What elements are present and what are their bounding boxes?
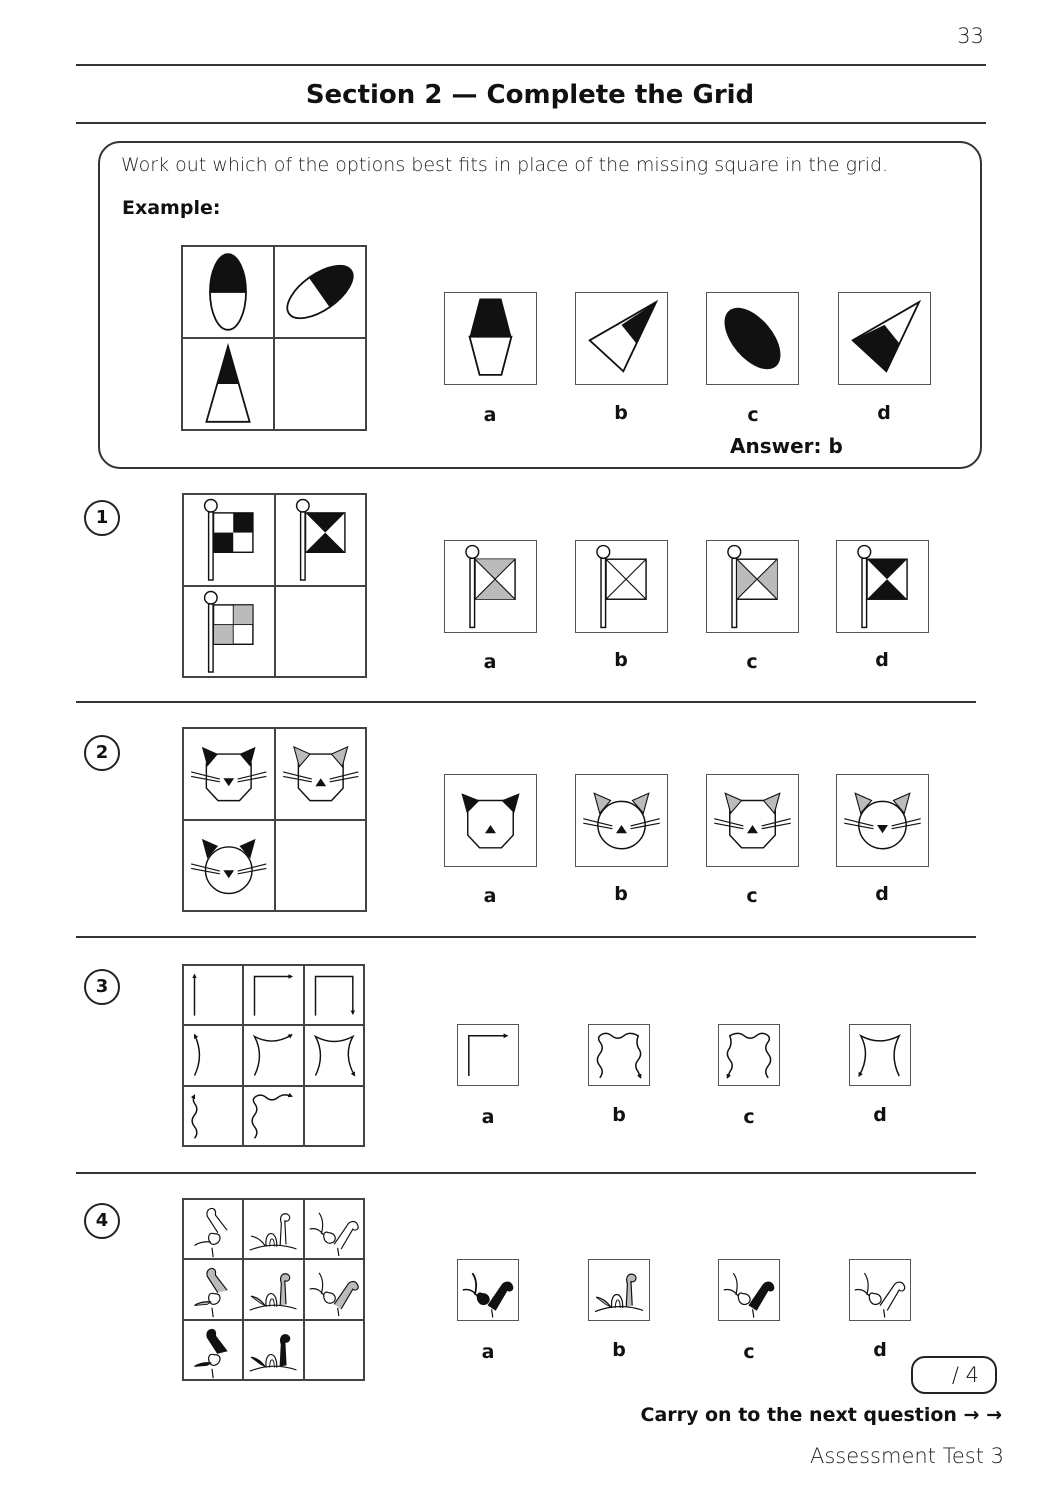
round-cat-grey-ears-down-nose-icon xyxy=(837,775,928,866)
instructions-text: Work out which of the options best fits in place of the missing square in the grid. xyxy=(121,154,889,176)
missing-square xyxy=(274,338,366,430)
example-option-c-label: c xyxy=(747,404,759,426)
x-flag-white-icon xyxy=(576,541,667,632)
straight-corner-arrow-right-icon xyxy=(243,965,303,1025)
question-3-option-c-label: c xyxy=(743,1106,755,1128)
example-option-d-label: d xyxy=(877,402,891,424)
carry-on-text: Carry on to the next question → → xyxy=(640,1404,1002,1426)
question-4-option-d[interactable] xyxy=(849,1259,911,1321)
question-separator xyxy=(76,936,976,938)
question-separator xyxy=(76,701,976,703)
octagon-cat-black-ears-icon xyxy=(183,728,275,820)
question-3-option-a-label: a xyxy=(481,1106,495,1128)
hourglass-flag-black-icon xyxy=(837,541,928,632)
question-1-option-a-label: a xyxy=(483,651,497,673)
dino-c-white-icon xyxy=(304,1199,364,1259)
curved-arrow-up-icon xyxy=(183,1025,243,1085)
dino-c-grey-icon xyxy=(304,1259,364,1319)
page-title: Section 2 — Complete the Grid xyxy=(305,80,755,110)
question-3-option-b[interactable] xyxy=(588,1024,650,1086)
question-4-option-a-label: a xyxy=(481,1341,495,1363)
example-label: Example: xyxy=(122,197,221,219)
example-option-d[interactable] xyxy=(838,292,931,385)
question-3-option-d-label: d xyxy=(873,1104,887,1126)
missing-square xyxy=(304,1320,364,1380)
dino-a-grey-icon xyxy=(183,1259,243,1319)
footer-test-name: Assessment Test 3 xyxy=(809,1444,1004,1468)
question-1-grid xyxy=(182,493,367,678)
question-separator xyxy=(76,1172,976,1174)
rotated-triangle-black-base-icon xyxy=(839,293,930,384)
example-option-a-label: a xyxy=(483,404,497,426)
bowtie-flag-grey-icon xyxy=(707,541,798,632)
question-3-option-a[interactable] xyxy=(457,1024,519,1086)
wavy-arrow-up-icon xyxy=(183,1086,243,1146)
question-2-grid xyxy=(182,727,367,912)
example-grid xyxy=(181,245,367,431)
question-1-option-b[interactable] xyxy=(575,540,668,633)
black-tip-triangle-icon xyxy=(182,338,274,430)
hourglass-flag-black-icon xyxy=(275,494,367,586)
question-1-option-b-label: b xyxy=(614,649,628,671)
score-box: / 4 xyxy=(911,1356,997,1394)
rotated-triangle-black-tip-icon xyxy=(576,293,667,384)
question-2-option-b-label: b xyxy=(614,883,628,905)
dino-b-grey-icon xyxy=(243,1259,303,1319)
hexagon-half-black-icon xyxy=(445,293,536,384)
dino-c-black-icon xyxy=(719,1260,779,1320)
straight-u-arrow-down-icon xyxy=(304,965,364,1025)
question-1-option-d[interactable] xyxy=(836,540,929,633)
question-3-number: 3 xyxy=(84,969,120,1005)
example-option-b-label: b xyxy=(614,402,628,424)
question-1-option-a[interactable] xyxy=(444,540,537,633)
wavy-corner-arrow-right-icon xyxy=(243,1086,303,1146)
example-option-b[interactable] xyxy=(575,292,668,385)
question-2-number: 2 xyxy=(84,735,120,771)
question-2-option-c-label: c xyxy=(746,885,758,907)
question-4-option-b-label: b xyxy=(612,1339,626,1361)
question-1-option-d-label: d xyxy=(875,649,889,671)
example-answer: Answer: b xyxy=(730,434,843,458)
wavy-u-arrow-down-right-icon xyxy=(589,1025,649,1085)
question-1-option-c[interactable] xyxy=(706,540,799,633)
round-cat-black-ears-icon xyxy=(183,820,275,912)
straight-corner-arrow-right-icon xyxy=(458,1025,518,1085)
dino-c-white-icon xyxy=(850,1260,910,1320)
example-option-a[interactable] xyxy=(444,292,537,385)
straight-arrow-up-icon xyxy=(183,965,243,1025)
missing-square xyxy=(275,820,367,912)
dino-a-white-icon xyxy=(183,1199,243,1259)
hourglass-flag-grey-icon xyxy=(445,541,536,632)
octagon-cat-grey-ears-up-nose-icon xyxy=(707,775,798,866)
missing-square xyxy=(275,586,367,678)
dino-b-grey-icon xyxy=(589,1260,649,1320)
question-2-option-b[interactable] xyxy=(575,774,668,867)
example-option-c[interactable] xyxy=(706,292,799,385)
question-3-grid xyxy=(182,964,365,1147)
page-number: 33 xyxy=(957,24,984,48)
round-cat-grey-ears-up-nose-icon xyxy=(576,775,667,866)
header-rule-top xyxy=(76,64,986,66)
dino-a-black-icon xyxy=(183,1320,243,1380)
question-4-option-a[interactable] xyxy=(457,1259,519,1321)
curved-u-arrow-down-left-icon xyxy=(850,1025,910,1085)
question-4-grid xyxy=(182,1198,365,1381)
question-3-option-b-label: b xyxy=(612,1104,626,1126)
dino-c-all-black-icon xyxy=(458,1260,518,1320)
question-3-option-c[interactable] xyxy=(718,1024,780,1086)
question-3-option-d[interactable] xyxy=(849,1024,911,1086)
question-4-option-b[interactable] xyxy=(588,1259,650,1321)
header-rule-bottom xyxy=(76,122,986,124)
question-4-option-d-label: d xyxy=(873,1339,887,1361)
wavy-u-arrow-down-left-icon xyxy=(719,1025,779,1085)
octagon-cat-grey-ears-icon xyxy=(275,728,367,820)
checkered-flag-grey-icon xyxy=(183,586,275,678)
curved-corner-arrow-right-icon xyxy=(243,1025,303,1085)
curved-u-arrow-down-icon xyxy=(304,1025,364,1085)
question-1-option-c-label: c xyxy=(746,651,758,673)
octagon-cat-no-whiskers-icon xyxy=(445,775,536,866)
question-4-number: 4 xyxy=(84,1203,120,1239)
checkered-flag-black-icon xyxy=(183,494,275,586)
question-4-option-c[interactable] xyxy=(718,1259,780,1321)
question-2-option-c[interactable] xyxy=(706,774,799,867)
question-2-option-a[interactable] xyxy=(444,774,537,867)
question-4-option-c-label: c xyxy=(743,1341,755,1363)
question-2-option-d-label: d xyxy=(875,883,889,905)
black-ellipse-icon xyxy=(707,293,798,384)
question-2-option-d[interactable] xyxy=(836,774,929,867)
half-black-ellipse-vertical-icon xyxy=(182,246,274,338)
question-1-number: 1 xyxy=(84,500,120,536)
half-black-ellipse-rotated-icon xyxy=(274,246,366,338)
missing-square xyxy=(304,1086,364,1146)
question-2-option-a-label: a xyxy=(483,885,497,907)
dino-b-white-icon xyxy=(243,1199,303,1259)
dino-b-black-icon xyxy=(243,1320,303,1380)
